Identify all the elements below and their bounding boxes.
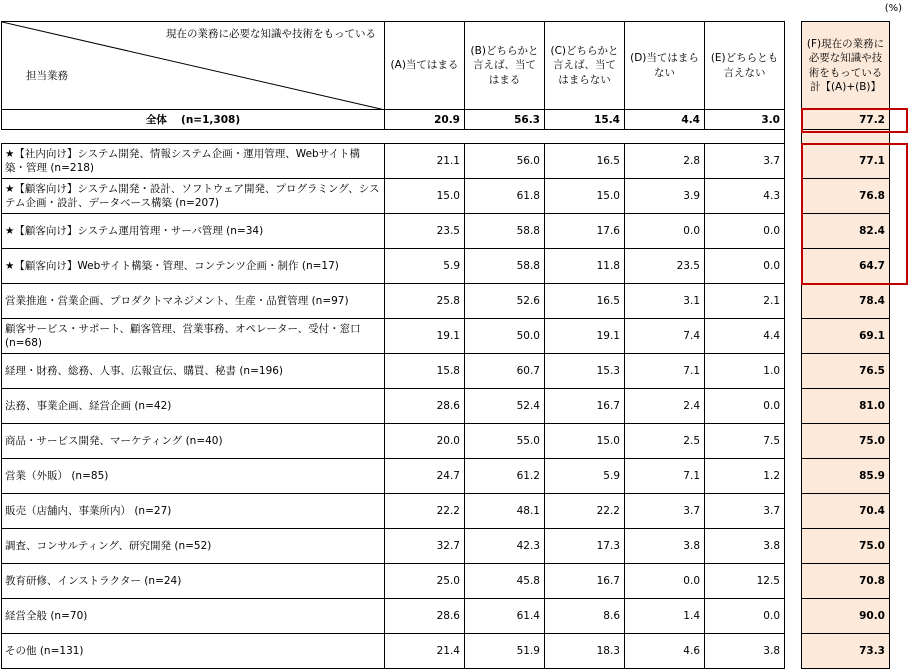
table-row <box>2 424 890 459</box>
row-value-c: 16.5 <box>545 144 625 179</box>
row-value-f: 75.0 <box>802 529 890 564</box>
row-value-d: 7.1 <box>625 354 705 389</box>
row-value-e: 2.1 <box>705 284 785 319</box>
row-value-e: 0.0 <box>705 389 785 424</box>
row-value-e: 1.2 <box>705 459 785 494</box>
row-value-c: 15.3 <box>545 354 625 389</box>
table-row <box>2 179 890 214</box>
row-value-c: 16.5 <box>545 284 625 319</box>
row-value-c: 15.0 <box>545 179 625 214</box>
row-value-e: 4.4 <box>705 319 785 354</box>
spacer-cell <box>785 389 802 424</box>
row-value-a: 15.0 <box>385 179 465 214</box>
spacer-cell <box>785 179 802 214</box>
row-label: 営業（外販） (n=85) <box>2 459 385 494</box>
table-row <box>2 354 890 389</box>
row-value-a: 28.6 <box>385 599 465 634</box>
row-value-e: 0.0 <box>705 249 785 284</box>
row-value-d: 2.5 <box>625 424 705 459</box>
table-row <box>2 529 890 564</box>
spacer-cell <box>785 529 802 564</box>
row-value-a: 15.8 <box>385 354 465 389</box>
row-value-a: 20.0 <box>385 424 465 459</box>
row-label: 販売（店舗内、事業所内） (n=27) <box>2 494 385 529</box>
row-value-b: 56.0 <box>465 144 545 179</box>
row-value-b: 61.8 <box>465 179 545 214</box>
row-value-c: 8.6 <box>545 599 625 634</box>
row-value-c: 17.6 <box>545 214 625 249</box>
table-row <box>2 144 890 179</box>
row-value-f: 69.1 <box>802 319 890 354</box>
table-row <box>2 459 890 494</box>
row-value-b: 60.7 <box>465 354 545 389</box>
row-value-e: 3.8 <box>705 634 785 669</box>
row-value-c: 11.8 <box>545 249 625 284</box>
row-value-a: 25.8 <box>385 284 465 319</box>
unit-label: (%) <box>884 3 902 14</box>
table-row <box>2 564 890 599</box>
row-value-b: 61.4 <box>465 599 545 634</box>
row-value-d: 3.7 <box>625 494 705 529</box>
spacer-cell <box>785 284 802 319</box>
row-value-c: 18.3 <box>545 634 625 669</box>
row-value-d: 2.4 <box>625 389 705 424</box>
row-value-b: 42.3 <box>465 529 545 564</box>
table-row <box>2 494 890 529</box>
row-value-f: 70.4 <box>802 494 890 529</box>
row-value-b: 52.6 <box>465 284 545 319</box>
table-row <box>2 389 890 424</box>
row-value-f: 81.0 <box>802 389 890 424</box>
table-row <box>2 599 890 634</box>
total-row <box>2 110 890 130</box>
row-value-d: 3.8 <box>625 529 705 564</box>
header-corner-cell <box>2 22 385 110</box>
col-header-c: (C)どちらかと言えば、当てはまらない <box>545 22 625 110</box>
row-value-f: 75.0 <box>802 424 890 459</box>
row-value-b: 61.2 <box>465 459 545 494</box>
row-value-b: 58.8 <box>465 249 545 284</box>
total-value-d: 4.4 <box>625 110 705 130</box>
row-value-a: 25.0 <box>385 564 465 599</box>
col-header-f: (F)現在の業務に必要な知識や技術をもっている計【(A)+(B)】 <box>802 22 890 110</box>
row-value-a: 19.1 <box>385 319 465 354</box>
table-row <box>2 249 890 284</box>
table-row <box>2 214 890 249</box>
spacer-cell <box>785 22 802 110</box>
row-value-f: 78.4 <box>802 284 890 319</box>
row-value-d: 2.8 <box>625 144 705 179</box>
spacer-cell <box>785 354 802 389</box>
spacer-cell <box>785 214 802 249</box>
row-value-d: 3.9 <box>625 179 705 214</box>
row-value-c: 19.1 <box>545 319 625 354</box>
spacer-cell <box>785 424 802 459</box>
row-value-f: 82.4 <box>802 214 890 249</box>
row-value-d: 0.0 <box>625 214 705 249</box>
spacer-cell <box>785 634 802 669</box>
row-value-b: 55.0 <box>465 424 545 459</box>
spacer-cell <box>785 144 802 179</box>
table-row <box>2 284 890 319</box>
row-value-e: 4.3 <box>705 179 785 214</box>
row-label: その他 (n=131) <box>2 634 385 669</box>
row-value-d: 7.1 <box>625 459 705 494</box>
row-label: ★【顧客向け】システム運用管理・サーバ管理 (n=34) <box>2 214 385 249</box>
survey-table <box>1 21 890 669</box>
row-value-a: 21.4 <box>385 634 465 669</box>
header-corner-bottom: 担当業務 <box>26 70 68 82</box>
row-value-c: 22.2 <box>545 494 625 529</box>
row-value-e: 3.8 <box>705 529 785 564</box>
row-value-c: 16.7 <box>545 389 625 424</box>
col-header-a: (A)当てはまる <box>385 22 465 110</box>
row-value-f: 73.3 <box>802 634 890 669</box>
row-label: 経営全般 (n=70) <box>2 599 385 634</box>
row-value-a: 5.9 <box>385 249 465 284</box>
row-value-a: 23.5 <box>385 214 465 249</box>
row-value-e: 12.5 <box>705 564 785 599</box>
row-label: ★【顧客向け】システム開発・設計、ソフトウェア開発、プログラミング、システム企画・設計、データベース構築 (n=207) <box>2 179 385 214</box>
row-value-d: 3.1 <box>625 284 705 319</box>
total-value-f: 77.2 <box>802 110 890 130</box>
table-row <box>2 319 890 354</box>
row-value-e: 3.7 <box>705 494 785 529</box>
spacer-cell <box>785 494 802 529</box>
row-value-f: 64.7 <box>802 249 890 284</box>
col-header-b: (B)どちらかと言えば、当てはまる <box>465 22 545 110</box>
row-value-a: 28.6 <box>385 389 465 424</box>
row-label: ★【社内向け】システム開発、情報システム企画・運用管理、Webサイト構築・管理 (n=218) <box>2 144 385 179</box>
row-value-f: 70.8 <box>802 564 890 599</box>
col-header-d: (D)当てはまらない <box>625 22 705 110</box>
row-value-f: 76.5 <box>802 354 890 389</box>
row-value-b: 50.0 <box>465 319 545 354</box>
total-value-b: 56.3 <box>465 110 545 130</box>
row-label: 商品・サービス開発、マーケティング (n=40) <box>2 424 385 459</box>
row-value-a: 21.1 <box>385 144 465 179</box>
spacer-cell <box>785 564 802 599</box>
row-value-f: 85.9 <box>802 459 890 494</box>
row-label: 教育研修、インストラクター (n=24) <box>2 564 385 599</box>
header-corner-top: 現在の業務に必要な知識や技術をもっている <box>166 28 376 40</box>
row-value-a: 22.2 <box>385 494 465 529</box>
row-label: 法務、事業企画、経営企画 (n=42) <box>2 389 385 424</box>
row-value-d: 7.4 <box>625 319 705 354</box>
row-value-c: 17.3 <box>545 529 625 564</box>
row-value-e: 1.0 <box>705 354 785 389</box>
row-label: 調査、コンサルティング、研究開発 (n=52) <box>2 529 385 564</box>
row-value-d: 0.0 <box>625 564 705 599</box>
row-value-b: 52.4 <box>465 389 545 424</box>
spacer-cell <box>785 110 802 130</box>
row-value-d: 4.6 <box>625 634 705 669</box>
total-value-a: 20.9 <box>385 110 465 130</box>
total-value-c: 15.4 <box>545 110 625 130</box>
row-label: 顧客サービス・サポート、顧客管理、営業事務、オペレーター、受付・窓口 (n=68) <box>2 319 385 354</box>
header-row <box>2 22 890 110</box>
row-value-d: 23.5 <box>625 249 705 284</box>
table-row <box>2 634 890 669</box>
separator-row <box>2 130 890 144</box>
row-value-a: 24.7 <box>385 459 465 494</box>
row-value-e: 3.7 <box>705 144 785 179</box>
spacer-cell <box>785 249 802 284</box>
spacer-cell <box>785 599 802 634</box>
col-header-e: (E)どちらとも言えない <box>705 22 785 110</box>
row-value-c: 15.0 <box>545 424 625 459</box>
row-label: 経理・財務、総務、人事、広報宣伝、購買、秘書 (n=196) <box>2 354 385 389</box>
spacer-cell <box>785 319 802 354</box>
row-value-e: 7.5 <box>705 424 785 459</box>
row-label: ★【顧客向け】Webサイト構築・管理、コンテンツ企画・制作 (n=17) <box>2 249 385 284</box>
row-value-c: 16.7 <box>545 564 625 599</box>
total-value-e: 3.0 <box>705 110 785 130</box>
row-value-d: 1.4 <box>625 599 705 634</box>
row-value-f: 77.1 <box>802 144 890 179</box>
row-label: 営業推進・営業企画、プロダクトマネジメント、生産・品質管理 (n=97) <box>2 284 385 319</box>
spacer-cell <box>785 459 802 494</box>
row-value-b: 51.9 <box>465 634 545 669</box>
row-value-e: 0.0 <box>705 599 785 634</box>
row-value-b: 58.8 <box>465 214 545 249</box>
row-value-f: 90.0 <box>802 599 890 634</box>
row-value-b: 48.1 <box>465 494 545 529</box>
row-value-a: 32.7 <box>385 529 465 564</box>
row-value-f: 76.8 <box>802 179 890 214</box>
row-value-e: 0.0 <box>705 214 785 249</box>
row-value-c: 5.9 <box>545 459 625 494</box>
total-label: 全体 (n=1,308) <box>2 110 385 130</box>
row-value-b: 45.8 <box>465 564 545 599</box>
